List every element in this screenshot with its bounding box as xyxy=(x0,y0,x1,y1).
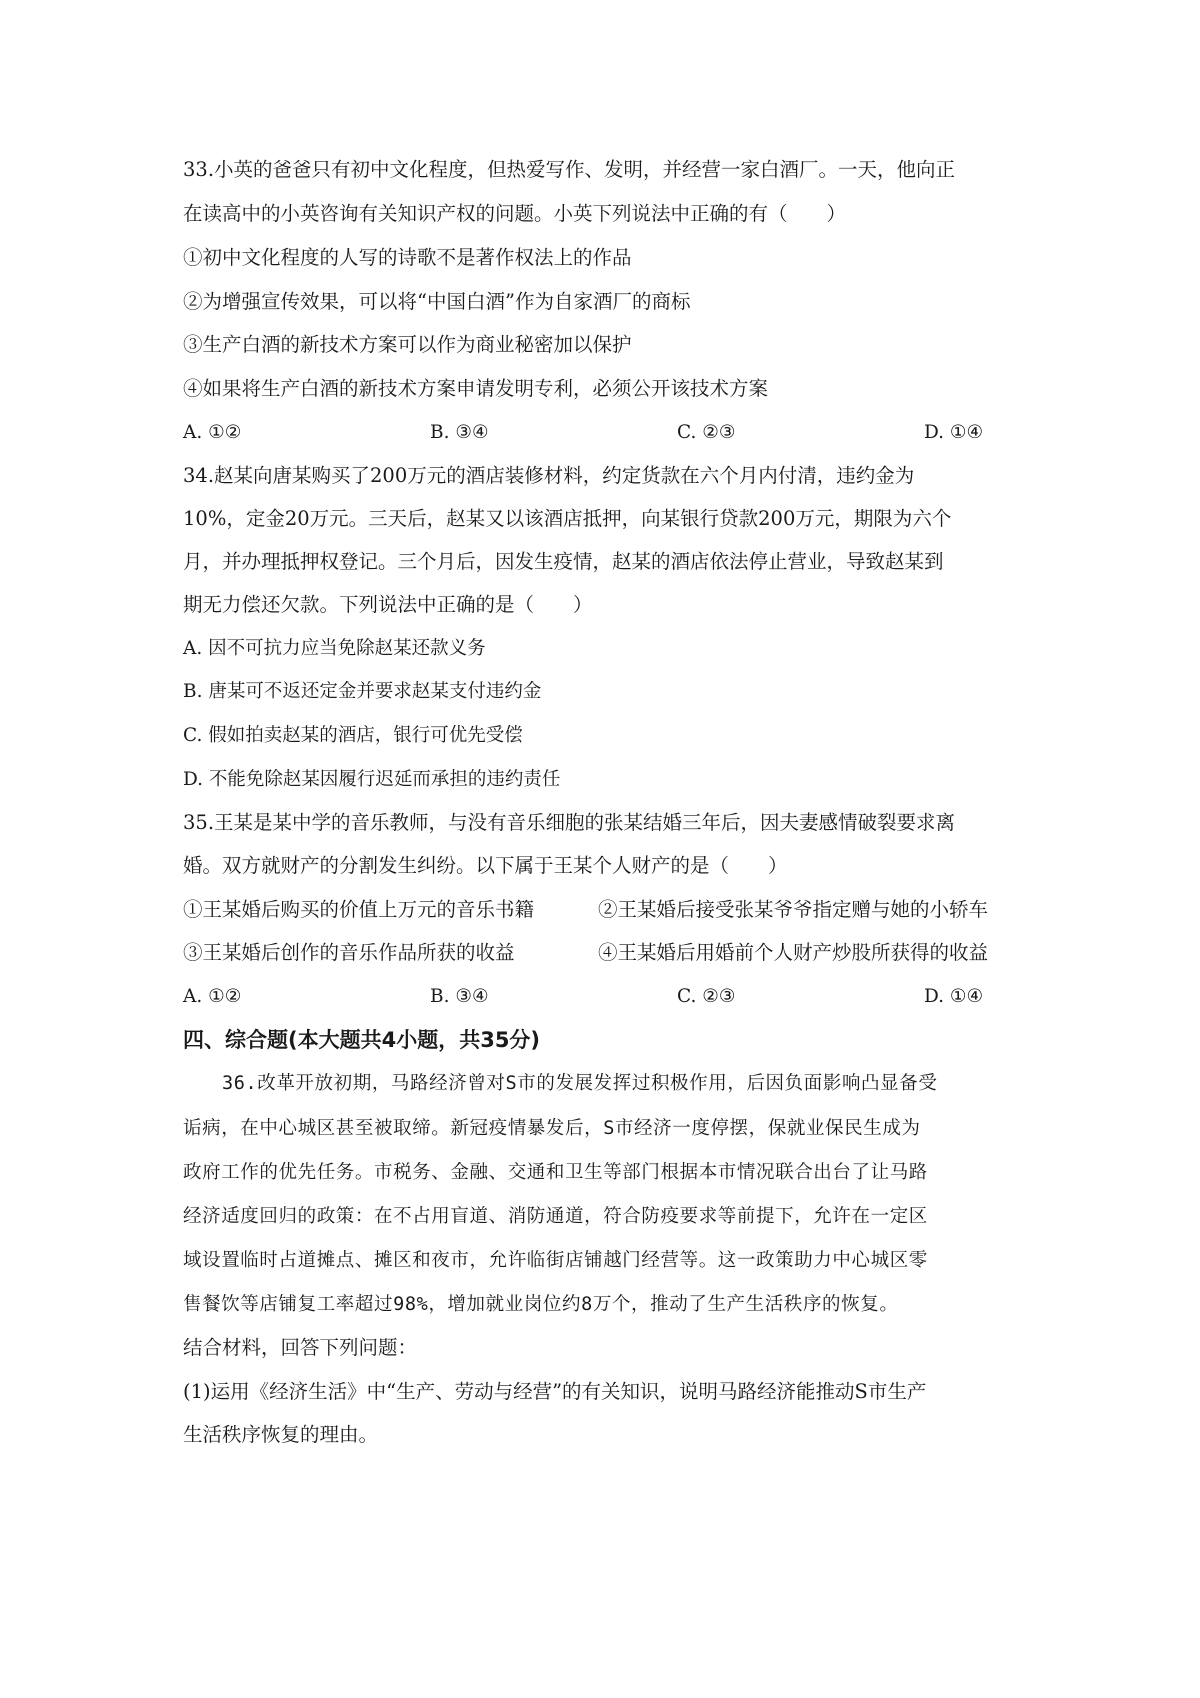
q34-option-c: C. 假如拍卖赵某的酒店，银行可优先受偿 xyxy=(183,725,523,746)
q35-item-2: ②王某婚后接受张某爷爷指定赠与她的小轿车 xyxy=(598,898,989,921)
q35-item-3: ③王某婚后创作的音乐作品所获的收益 xyxy=(183,941,515,964)
q35-option-a: A. ①② xyxy=(183,986,242,1007)
q34-option-b: B. 唐某可不返还定金并要求赵某支付违约金 xyxy=(183,681,542,702)
q34-stem-line-4: 期无力偿还欠款。下列说法中正确的是（ ） xyxy=(183,593,593,616)
q36-material-line-6: 售餐饮等店铺复工率超过98%，增加就业岗位约8万个，推动了生产生活秩序的恢复。 xyxy=(183,1294,899,1315)
q35-option-d: D. ①④ xyxy=(924,986,984,1007)
q33-stem-line-1: 33.小英的爸爸只有初中文化程度，但热爱写作、发明，并经营一家白酒厂。一天，他向正 xyxy=(183,158,956,181)
q34-stem-line-3: 月，并办理抵押权登记。三个月后，因发生疫情，赵某的酒店依法停止营业，导致赵某到 xyxy=(183,550,944,573)
q33-stem-line-2: 在读高中的小英咨询有关知识产权的问题。小英下列说法中正确的有（ ） xyxy=(183,202,847,225)
q36-material-line-1: 36.改革开放初期，马路经济曾对S市的发展发挥过积极作用，后因负面影响凸显备受 xyxy=(222,1073,938,1094)
q33-statement-2: ②为增强宣传效果，可以将“中国白酒”作为自家酒厂的商标 xyxy=(183,290,691,313)
q33-option-d: D. ①④ xyxy=(924,422,984,443)
q36-material-line-4: 经济适度回归的政策：在不占用盲道、消防通道，符合防疫要求等前提下，允许在一定区 xyxy=(183,1206,928,1227)
q36-sub1-line-1: (1)运用《经济生活》中“生产、劳动与经营”的有关知识，说明马路经济能推动S市生产 xyxy=(183,1380,927,1403)
q36-sub1-line-2: 生活秩序恢复的理由。 xyxy=(183,1423,379,1446)
q33-statement-3: ③生产白酒的新技术方案可以作为商业秘密加以保护 xyxy=(183,333,632,356)
q33-option-a: A. ①② xyxy=(183,422,242,443)
q34-stem-line-1: 34.赵某向唐某购买了200万元的酒店装修材料，约定货款在六个月内付清，违约金为 xyxy=(183,464,915,487)
q36-material-line-5: 域设置临时占道摊点、摊区和夜市，允许临街店铺越门经营等。这一政策助力中心城区零 xyxy=(183,1250,928,1271)
q36-prompt: 结合材料，回答下列问题： xyxy=(183,1336,418,1359)
q36-material-line-2: 诟病，在中心城区甚至被取缔。新冠疫情暴发后，S市经济一度停摆，保就业保民生成为 xyxy=(183,1118,921,1139)
q35-stem-line-2: 婚。双方就财产的分割发生纠纷。以下属于王某个人财产的是（ ） xyxy=(183,854,788,877)
q35-item-1: ①王某婚后购买的价值上万元的音乐书籍 xyxy=(183,898,535,921)
q34-stem-line-2: 10%，定金20万元。三天后，赵某又以该酒店抵押，向某银行贷款200万元，期限为六个 xyxy=(183,507,952,530)
q33-statement-4: ④如果将生产白酒的新技术方案申请发明专利，必须公开该技术方案 xyxy=(183,377,769,400)
q33-option-c: C. ②③ xyxy=(677,422,736,443)
q36-material-line-3: 政府工作的优先任务。市税务、金融、交通和卫生等部门根据本市情况联合出台了让马路 xyxy=(183,1162,928,1183)
section-heading: 四、综合题(本大题共4小题，共35分) xyxy=(183,1028,541,1052)
q35-item-4: ④王某婚后用婚前个人财产炒股所获得的收益 xyxy=(598,941,989,964)
q35-option-c: C. ②③ xyxy=(677,986,736,1007)
q33-statement-1: ①初中文化程度的人写的诗歌不是著作权法上的作品 xyxy=(183,246,632,269)
q35-stem-line-1: 35.王某是某中学的音乐教师，与没有音乐细胞的张某结婚三年后，因夫妻感情破裂要求离 xyxy=(183,811,956,834)
q34-option-d: D. 不能免除赵某因履行迟延而承担的违约责任 xyxy=(183,769,561,790)
q34-option-a: A. 因不可抗力应当免除赵某还款义务 xyxy=(183,638,486,659)
q33-option-b: B. ③④ xyxy=(430,422,489,443)
q35-option-b: B. ③④ xyxy=(430,986,489,1007)
